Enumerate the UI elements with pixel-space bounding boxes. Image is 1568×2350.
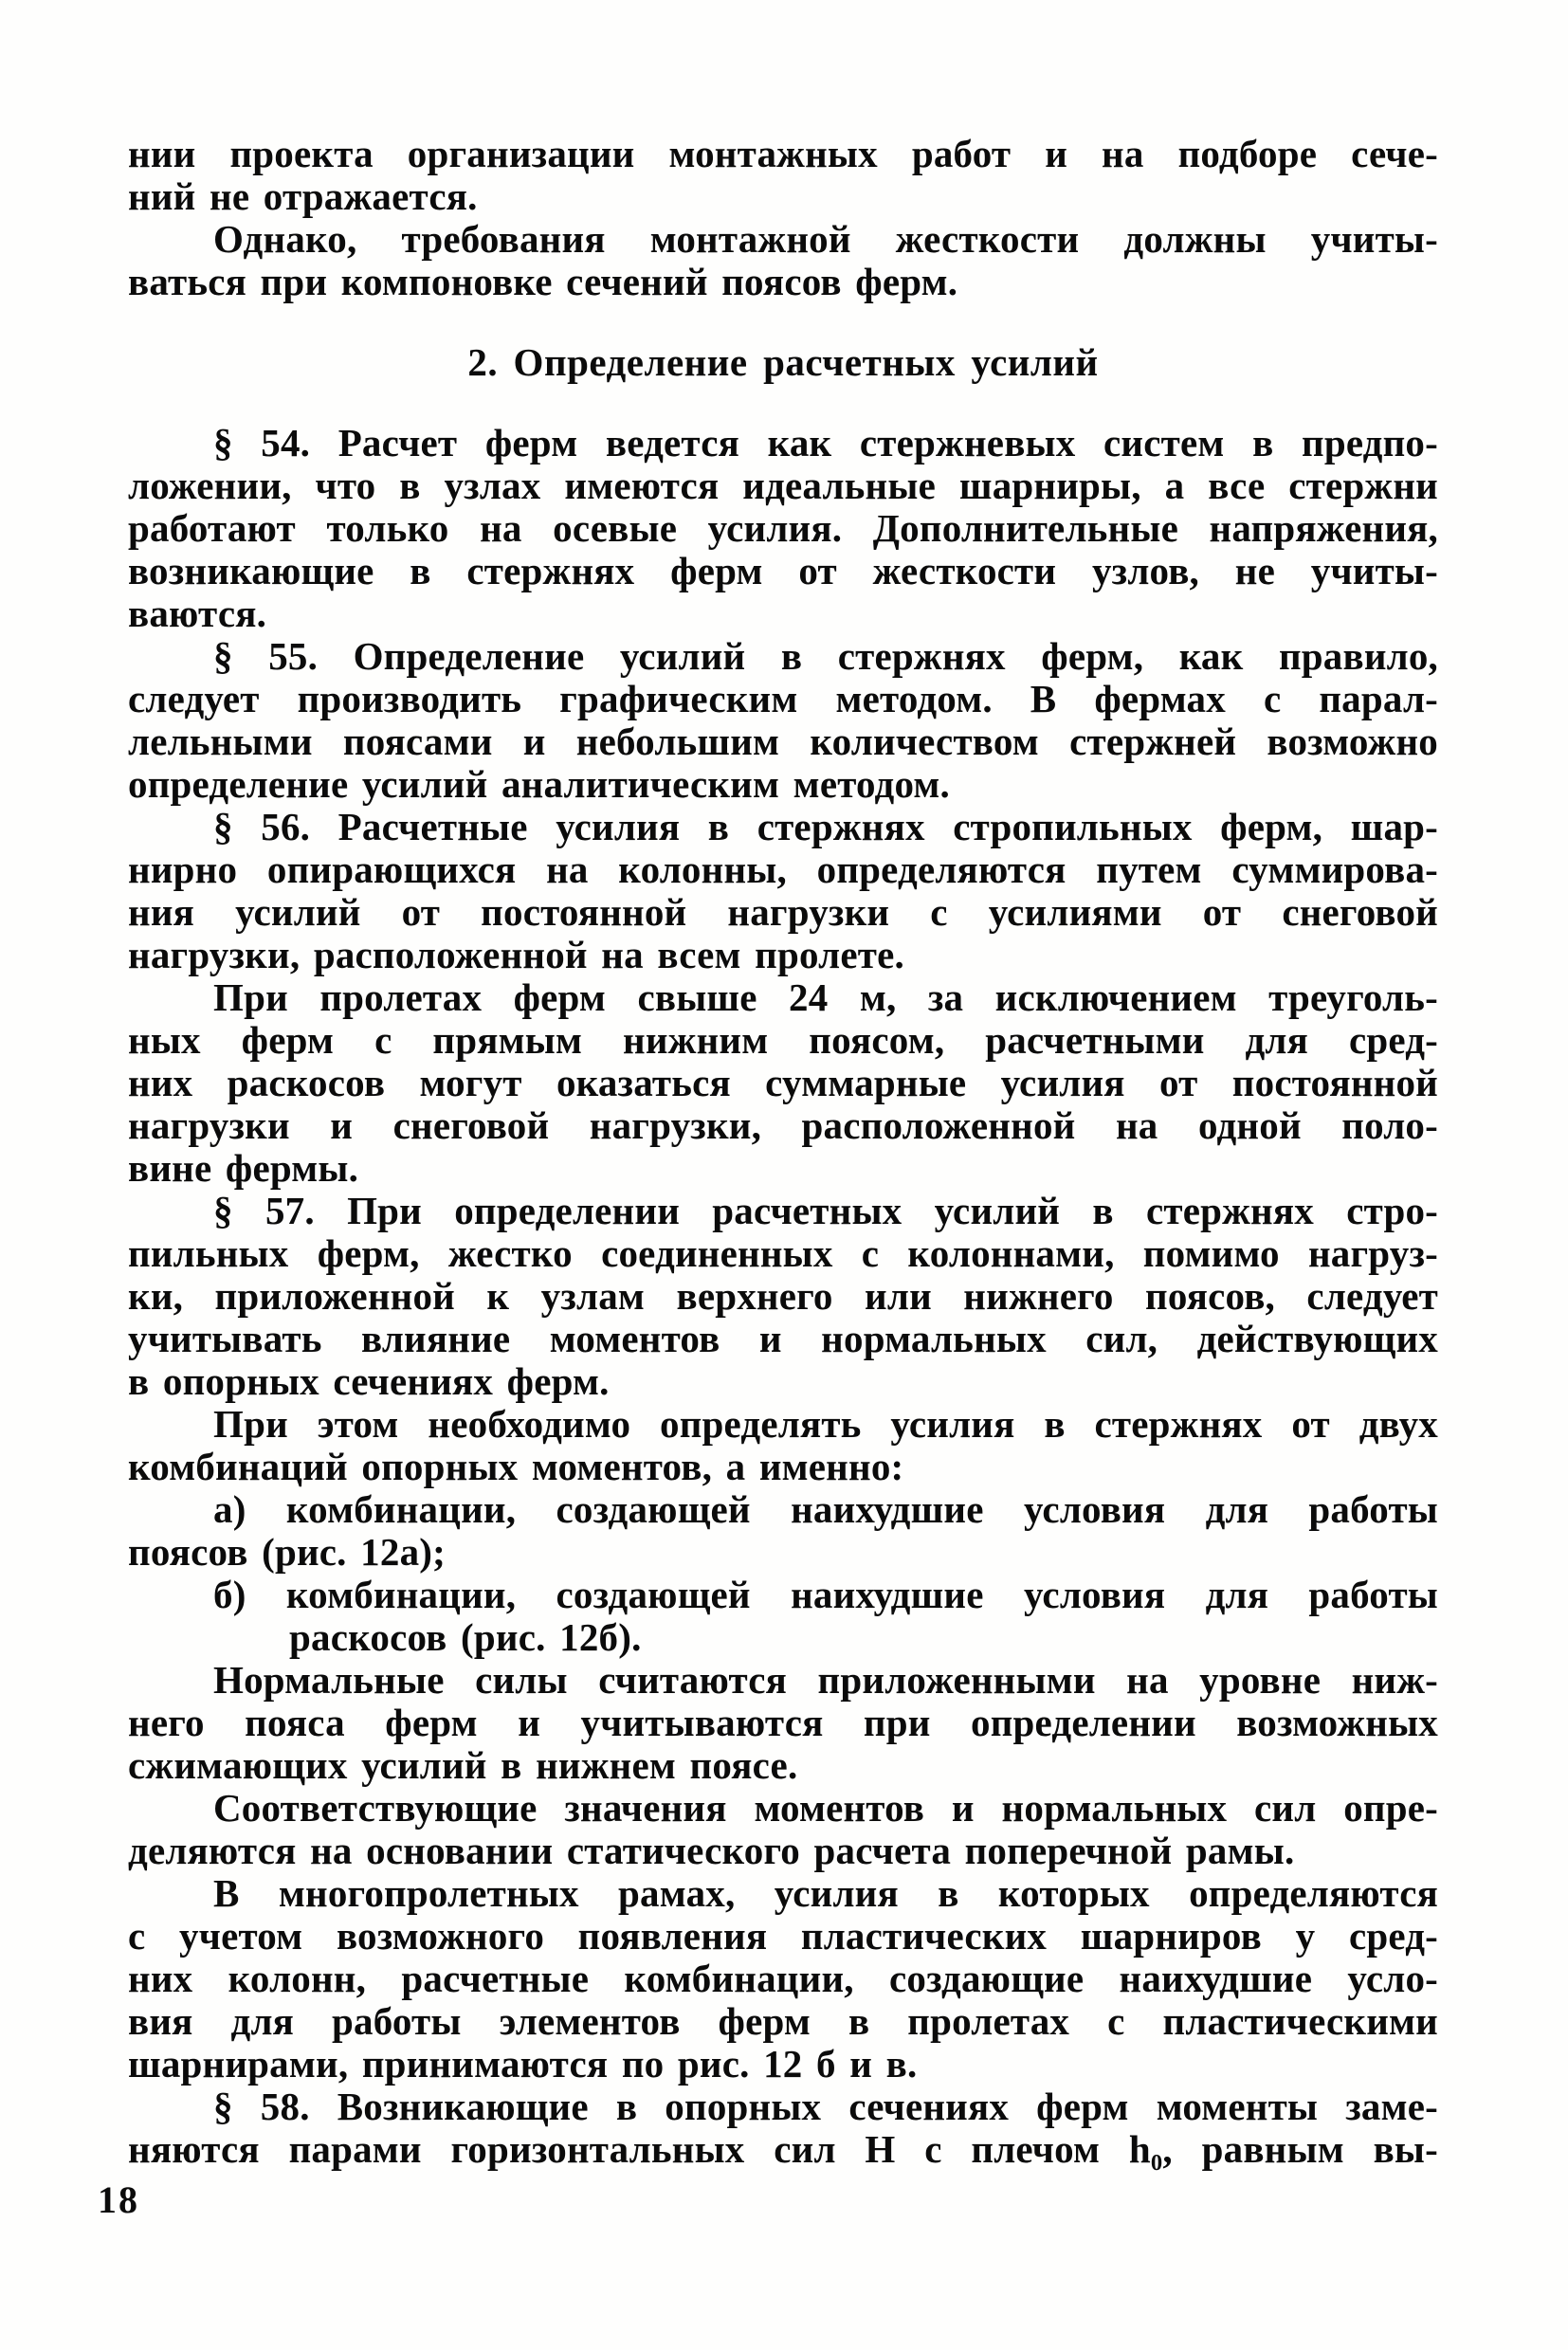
text-line: них колонн, расчетные комбинации, создающие наихудшие усло- (128, 1957, 1438, 2000)
text-line: ложении, что в узлах имеются идеальные шарниры, а все стержни (128, 464, 1438, 507)
text-line: Соответствующие значения моментов и нормальных сил опре- (213, 1786, 1438, 1830)
text-line: няются парами горизонтальных сил Н с плечом h₀, равным вы- (128, 2127, 1438, 2171)
section-heading: 2. Определение расчетных усилий (467, 340, 1099, 384)
text-line: ния усилий от постоянной нагрузки с усилиями от снеговой (128, 890, 1438, 934)
text-line: а) комбинации, создающей наихудшие условия для работы (213, 1487, 1438, 1531)
text-line: ваться при компоновке сечений поясов ферм. (128, 260, 958, 303)
text-line: раскосов (рис. 12б). (289, 1615, 642, 1659)
text-line: с учетом возможного появления пластических шарниров у сред- (128, 1914, 1438, 1958)
text-line: в опорных сечениях ферм. (128, 1359, 610, 1403)
text-line: шарнирами, принимаются по рис. 12 б и в. (128, 2042, 918, 2086)
text-line: Нормальные силы считаются приложенными на уровне ниж- (213, 1658, 1438, 1702)
text-line: определение усилий аналитическим методом. (128, 762, 950, 806)
text-line: возникающие в стержнях ферм от жесткости узлов, не учиты- (128, 549, 1438, 592)
text-line: работают только на осевые усилия. Дополнительные напряжения, (128, 506, 1438, 550)
text-line: нии проекта организации монтажных работ и на подборе сече- (128, 132, 1438, 175)
text-line: § 56. Расчетные усилия в стержнях стропильных ферм, шар- (213, 805, 1438, 848)
text-line: ваются. (128, 592, 267, 635)
text-line: следует производить графическим методом. В фермах с парал- (128, 677, 1438, 720)
text-line: поясов (рис. 12а); (128, 1530, 446, 1574)
text-line: них раскосов могут оказаться суммарные усилия от постоянной (128, 1061, 1438, 1104)
page-number: 18 (98, 2178, 139, 2221)
text-line: При этом необходимо определять усилия в стержнях от двух (213, 1402, 1438, 1446)
text-line: При пролетах ферм свыше 24 м, за исключением треуголь- (213, 975, 1438, 1019)
text-line: § 55. Определение усилий в стержнях ферм, как правило, (213, 634, 1438, 678)
text-line: ки, приложенной к узлам верхнего или нижнего поясов, следует (128, 1274, 1438, 1318)
text-line: пильных ферм, жестко соединенных с колоннами, помимо нагруз- (128, 1231, 1438, 1275)
text-line: учитывать влияние моментов и нормальных сил, действующих (128, 1317, 1438, 1360)
text-line: ных ферм с прямым нижним поясом, расчетными для сред- (128, 1018, 1438, 1062)
text-line: § 54. Расчет ферм ведется как стержневых систем в предпо- (213, 421, 1438, 465)
text-line: ний не отражается. (128, 174, 478, 218)
text-block (128, 133, 1438, 2171)
text-line: него пояса ферм и учитываются при определении возможных (128, 1701, 1438, 1744)
text-line: Однако, требования монтажной жесткости должны учиты- (213, 217, 1438, 261)
text-line: деляются на основании статического расчета поперечной рамы. (128, 1829, 1295, 1872)
text-line: вине фермы. (128, 1146, 359, 1190)
text-line: комбинаций опорных моментов, а именно: (128, 1445, 904, 1488)
text-line: б) комбинации, создающей наихудшие условия для работы (213, 1573, 1438, 1616)
text-line: лельными поясами и небольшим количеством стержней возможно (128, 720, 1438, 763)
text-line: вия для работы элементов ферм в пролетах с пластическими (128, 1999, 1438, 2043)
text-line: нирно опирающихся на колонны, определяются путем суммирова- (128, 847, 1438, 891)
text-line: сжимающих усилий в нижнем поясе. (128, 1743, 798, 1787)
text-line: В многопролетных рамах, усилия в которых определяются (213, 1871, 1438, 1915)
text-line: нагрузки, расположенной на всем пролете. (128, 933, 904, 976)
text-line: § 58. Возникающие в опорных сечениях ферм моменты заме- (213, 2085, 1438, 2128)
text-line: § 57. При определении расчетных усилий в стержнях стро- (213, 1189, 1438, 1232)
text-line: нагрузки и снеговой нагрузки, расположенной на одной поло- (128, 1103, 1438, 1147)
